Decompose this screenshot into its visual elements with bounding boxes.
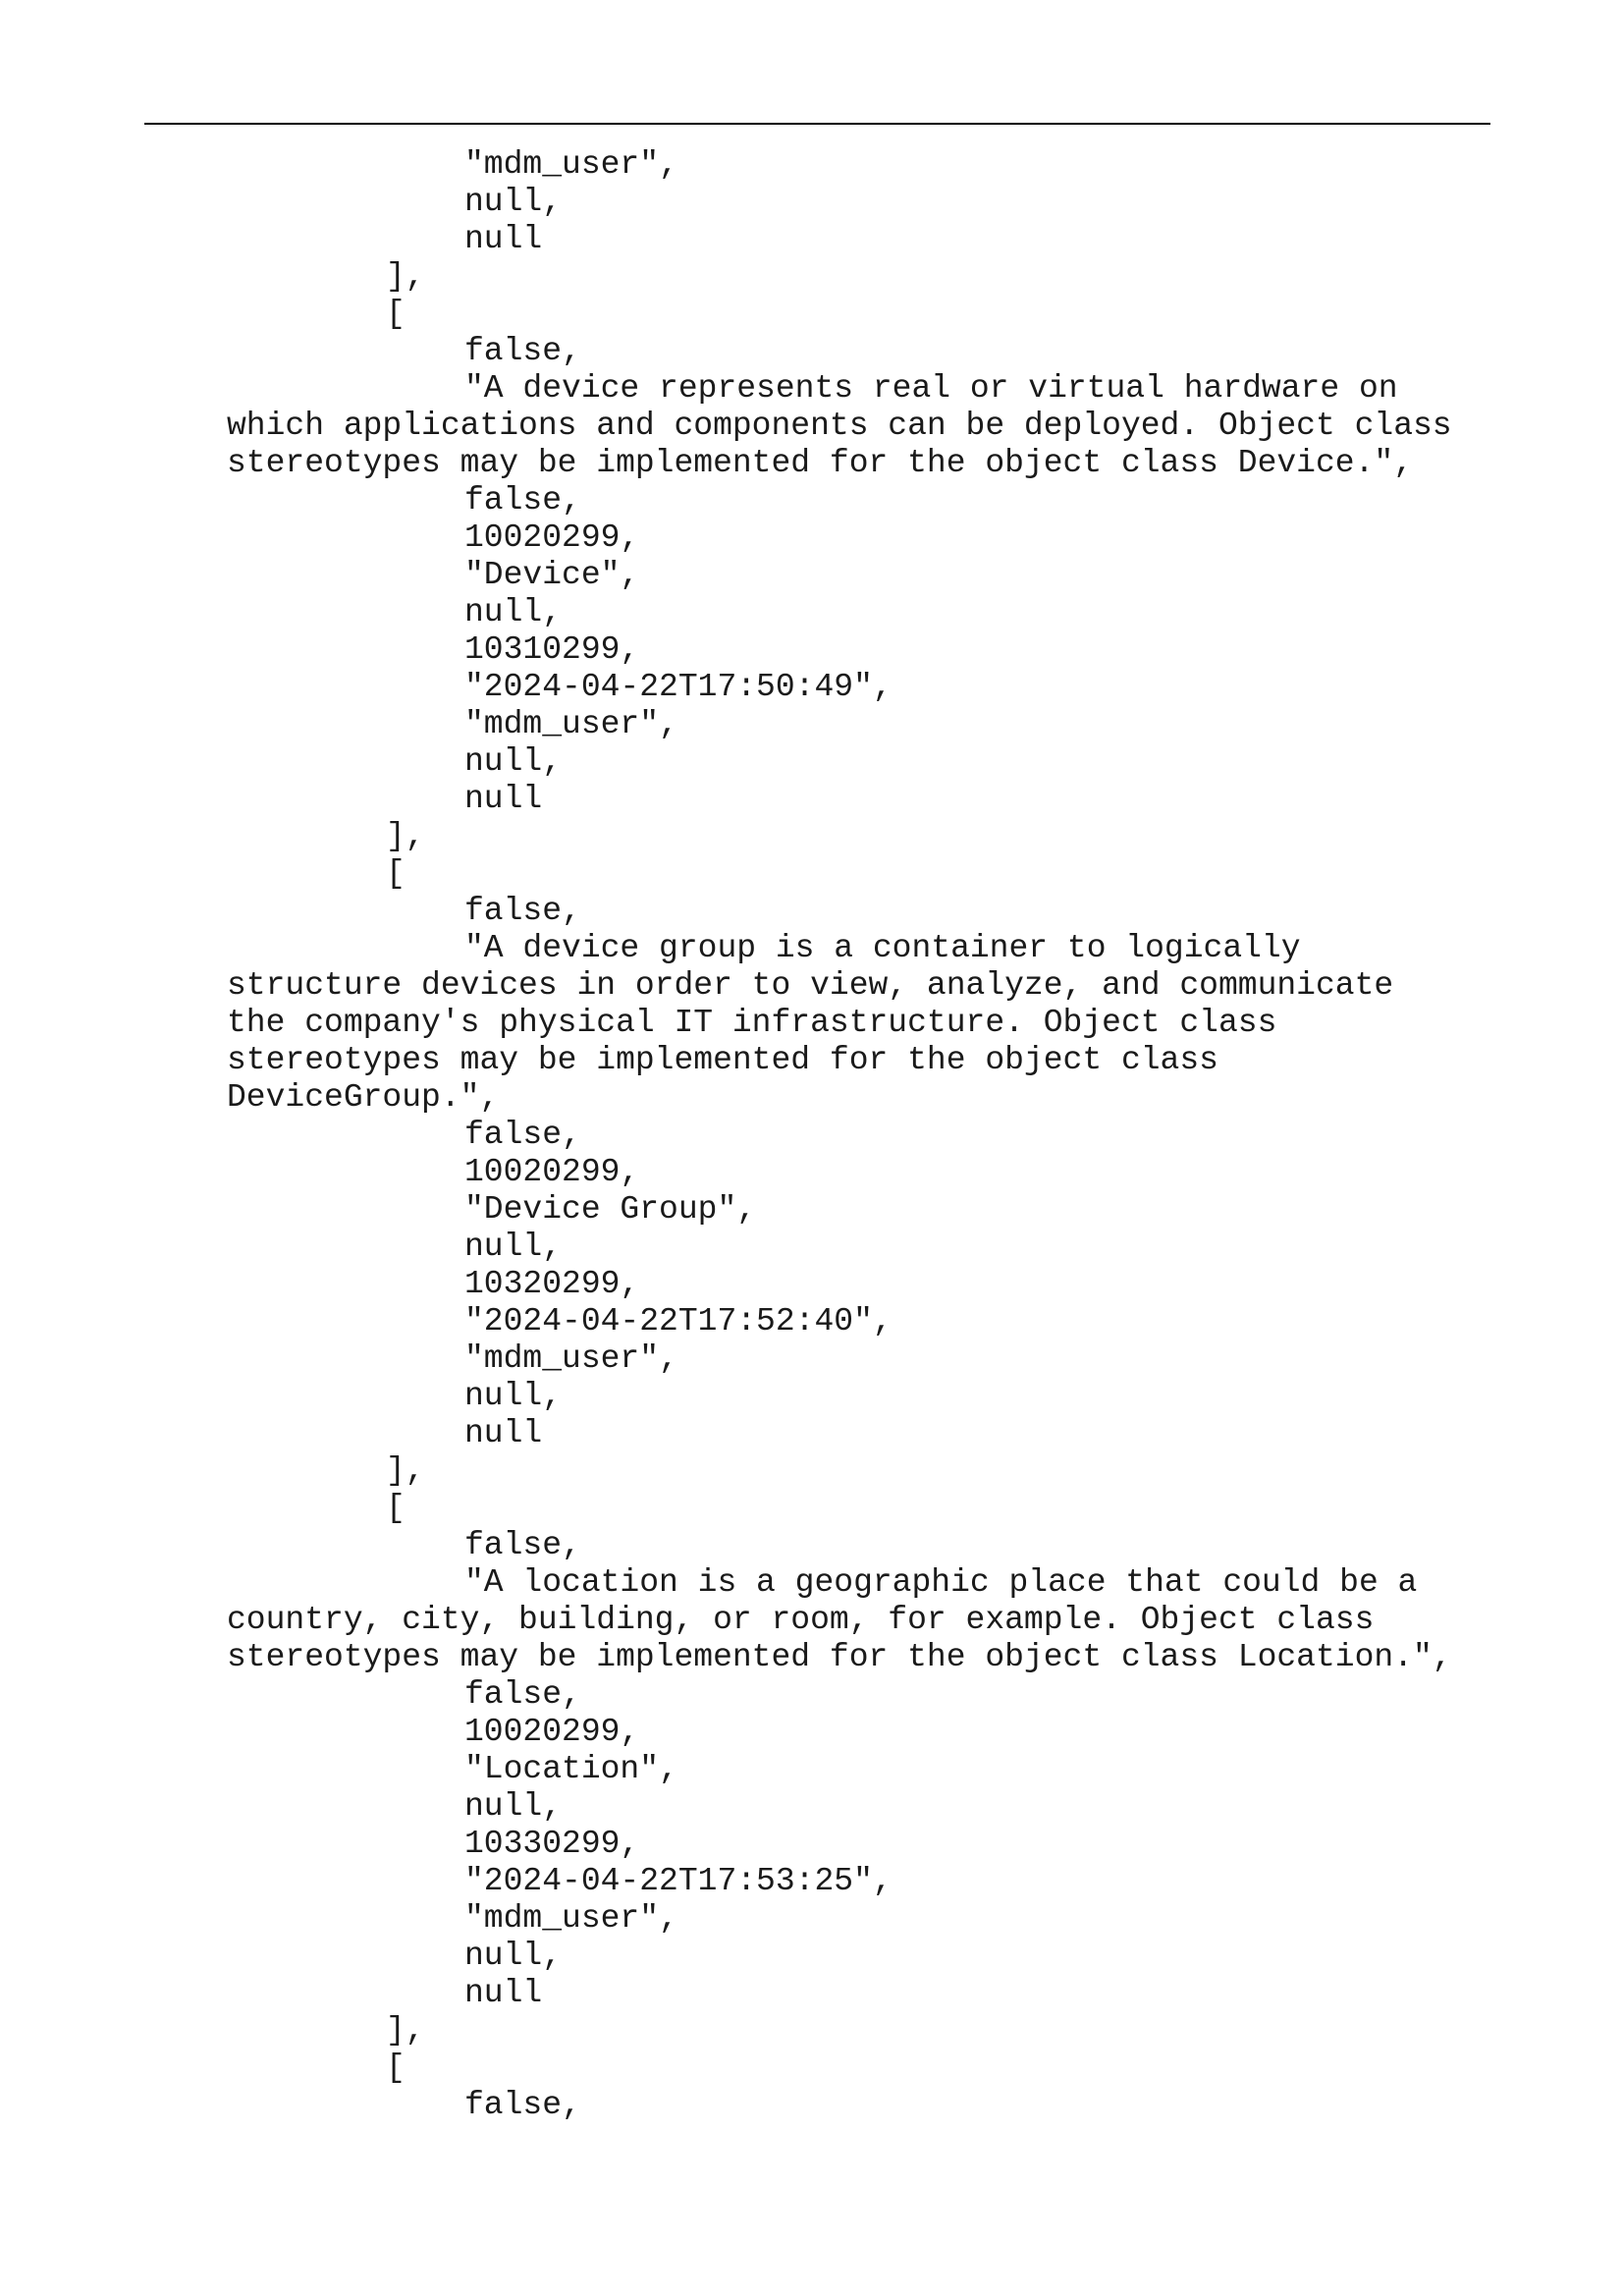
- code-line: 10320299,: [464, 1266, 640, 1302]
- code-line: false,: [464, 2087, 581, 2123]
- code-line: [: [386, 855, 406, 892]
- code-line: "Location",: [464, 1751, 678, 1787]
- code-line: "2024-04-22T17:53:25",: [464, 1863, 893, 1899]
- code-line: "A device group is a container to logically: [464, 930, 1301, 966]
- code-line: "Device Group",: [464, 1191, 757, 1228]
- code-line: ],: [386, 1452, 425, 1489]
- code-line: "2024-04-22T17:50:49",: [464, 669, 893, 705]
- code-line: which applications and components can be deployed. Object class: [227, 408, 1452, 444]
- code-line: [: [386, 1490, 406, 1526]
- code-line: null,: [464, 743, 563, 780]
- code-line: stereotypes may be implemented for the object class Location.",: [227, 1639, 1452, 1675]
- header-rule: [144, 123, 1490, 125]
- code-line: null,: [464, 184, 563, 220]
- code-line: false,: [464, 333, 581, 369]
- code-line: null: [464, 781, 543, 817]
- code-line: null,: [464, 1938, 563, 1974]
- code-line: "mdm_user",: [464, 1900, 678, 1937]
- code-line: 10020299,: [464, 1714, 640, 1750]
- code-line: null: [464, 1975, 543, 2011]
- code-line: ],: [386, 2012, 425, 2049]
- code-line: stereotypes may be implemented for the object class: [227, 1042, 1218, 1078]
- code-line: ],: [386, 818, 425, 854]
- code-line: null,: [464, 594, 563, 630]
- code-line: 10330299,: [464, 1826, 640, 1862]
- code-line: stereotypes may be implemented for the object class Device.",: [227, 445, 1413, 481]
- code-line: "A location is a geographic place that could be a: [464, 1564, 1418, 1601]
- code-line: "A device represents real or virtual hardware on: [464, 370, 1398, 407]
- code-line: false,: [464, 1676, 581, 1713]
- code-line: "mdm_user",: [464, 1340, 678, 1377]
- code-line: country, city, building, or room, for example. Object class: [227, 1602, 1375, 1638]
- code-line: "Device",: [464, 557, 640, 593]
- code-line: false,: [464, 893, 581, 929]
- code-line: [: [386, 296, 406, 332]
- code-listing: [227, 146, 1503, 2124]
- code-line: null,: [464, 1229, 563, 1265]
- code-line: "mdm_user",: [464, 706, 678, 742]
- code-line: false,: [464, 482, 581, 519]
- code-line: [: [386, 2050, 406, 2086]
- code-line: null,: [464, 1378, 563, 1414]
- code-line: false,: [464, 1117, 581, 1153]
- code-line: ],: [386, 258, 425, 295]
- code-line: null: [464, 221, 543, 257]
- code-line: "2024-04-22T17:52:40",: [464, 1303, 893, 1339]
- code-line: 10310299,: [464, 631, 640, 668]
- code-line: 10020299,: [464, 519, 640, 556]
- code-line: structure devices in order to view, analyze, and communicate: [227, 967, 1394, 1004]
- code-line: 10020299,: [464, 1154, 640, 1190]
- code-line: false,: [464, 1527, 581, 1563]
- code-line: null,: [464, 1788, 563, 1825]
- code-line: DeviceGroup.",: [227, 1079, 500, 1116]
- code-line: null: [464, 1415, 543, 1451]
- code-line: "mdm_user",: [464, 146, 678, 183]
- code-line: the company's physical IT infrastructure. Object class: [227, 1005, 1277, 1041]
